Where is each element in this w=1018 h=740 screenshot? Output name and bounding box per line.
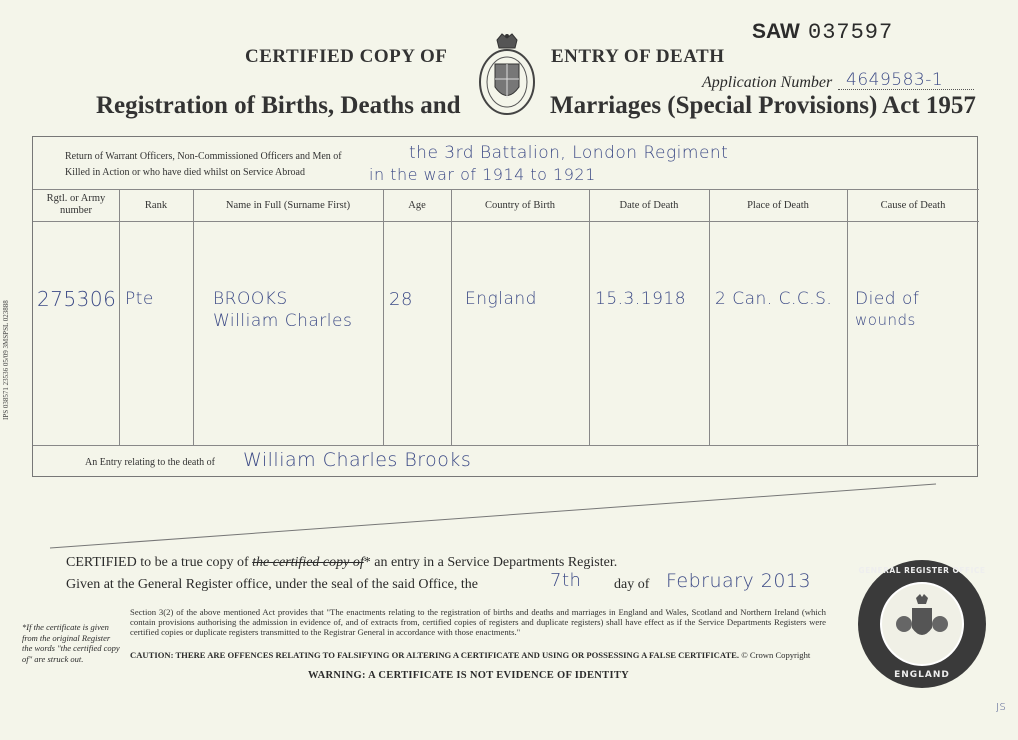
serial-number: 037597 bbox=[808, 20, 894, 45]
cert-month-year: February 2013 bbox=[666, 570, 812, 592]
cert-line1-post: * an entry in a Service Departments Register. bbox=[363, 555, 618, 570]
saw-prefix: SAW bbox=[752, 20, 800, 43]
header-name: Name in Full (Surname First) bbox=[225, 200, 351, 211]
royal-arms-icon bbox=[882, 584, 962, 664]
cell-cause-line1: Died of bbox=[855, 289, 920, 309]
cell-rank: Pte bbox=[125, 289, 154, 309]
header-number: Rgtl. or Army number bbox=[46, 193, 106, 216]
header-cause: Cause of Death bbox=[880, 200, 946, 211]
diagonal-rule bbox=[40, 480, 940, 552]
caution-line bbox=[130, 650, 830, 660]
application-number-label: Application Number bbox=[702, 74, 833, 91]
header-place: Place of Death bbox=[747, 200, 809, 211]
header-age: Age bbox=[408, 200, 426, 211]
cell-country: England bbox=[465, 289, 537, 309]
cert-line1-strike: the certified copy of bbox=[252, 555, 364, 570]
royal-crest-icon bbox=[472, 32, 542, 116]
application-number-line bbox=[838, 70, 974, 90]
seal-inner bbox=[880, 582, 964, 666]
cell-forenames: William Charles bbox=[213, 311, 353, 331]
cell-cause-line2: wounds bbox=[855, 311, 916, 329]
entry-label: An Entry relating to the death of bbox=[85, 457, 215, 468]
caution-text: CAUTION: THERE ARE OFFENCES RELATING TO FALSIFYING OR ALTERING A CERTIFICATE AND USING OR POSSESSING A FALSE CERTIFICATE. bbox=[130, 650, 740, 660]
warning-text: WARNING: A CERTIFICATE IS NOT EVIDENCE OF IDENTITY bbox=[308, 670, 630, 681]
cert-line2-pre: Given at the General Register office, under the seal of the said Office, the bbox=[66, 577, 478, 592]
entry-value: William Charles Brooks bbox=[243, 449, 472, 471]
application-number: 4649583-1 bbox=[846, 70, 944, 90]
corner-initials: JS bbox=[996, 702, 1007, 713]
general-register-office-seal bbox=[858, 560, 986, 688]
cell-number: 275306 bbox=[37, 287, 117, 311]
seal-text-top: GENERAL REGISTER OFFICE bbox=[858, 566, 986, 575]
cert-line1-pre: CERTIFIED to be a true copy of bbox=[66, 555, 249, 570]
cell-age: 28 bbox=[389, 289, 413, 310]
death-entry-table bbox=[32, 136, 978, 477]
cert-day-label: day of bbox=[614, 577, 650, 592]
title-left: CERTIFIED COPY OF bbox=[245, 46, 448, 67]
cell-surname: BROOKS bbox=[213, 289, 288, 309]
cert-line1 bbox=[66, 555, 617, 571]
return-line2-label: Killed in Action or who have died whilst on Service Abroad bbox=[65, 167, 305, 178]
cell-place: 2 Can. C.C.S. bbox=[715, 289, 833, 309]
act-title-right: Marriages (Special Provisions) Act 1957 bbox=[550, 92, 976, 119]
cert-day: 7th bbox=[550, 570, 582, 591]
footnote-left: *If the certificate is given from the original Register the words "the certified copy of" are struck out. bbox=[22, 622, 120, 664]
header-country: Country of Birth bbox=[485, 200, 555, 211]
section-text: Section 3(2) of the above mentioned Act provides that "The enactments relating to the registration of births and deaths and marriages in England and Wales, Scotland and Northern Ireland (which contain provisions authorising the admission in evidence of, and of extracts from, certified copies of registers and duplicate registers) shall have effect as if the Service Departments Registers were certified copies or duplicate registers transmitted to the Registrar General in accordance with those enactments." bbox=[130, 607, 826, 637]
title-right: ENTRY OF DEATH bbox=[551, 46, 725, 67]
header-date: Date of Death bbox=[619, 200, 679, 211]
act-title-left: Registration of Births, Deaths and bbox=[96, 92, 461, 119]
return-line2-value: in the war of 1914 to 1921 bbox=[369, 165, 596, 184]
side-print-code: IPS 038571 23536 05/09 3MSPSL 023888 bbox=[2, 300, 10, 420]
copyright-text: © Crown Copyright bbox=[741, 650, 811, 660]
seal-text-bottom: ENGLAND bbox=[894, 670, 950, 680]
cell-date: 15.3.1918 bbox=[595, 289, 687, 309]
header-rank: Rank bbox=[144, 200, 168, 211]
return-line1-value: the 3rd Battalion, London Regiment bbox=[409, 143, 729, 163]
return-line1-label: Return of Warrant Officers, Non-Commissioned Officers and Men of bbox=[65, 151, 342, 162]
